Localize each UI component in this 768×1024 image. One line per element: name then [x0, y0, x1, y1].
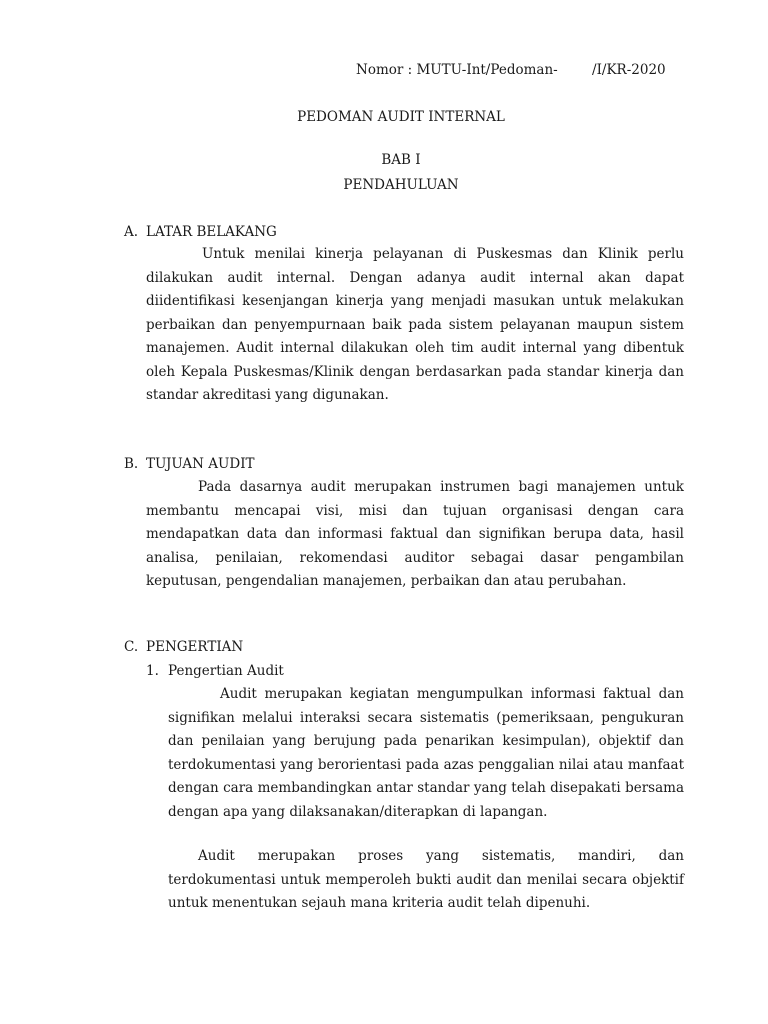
section-b-title: TUJUAN AUDIT	[146, 456, 255, 472]
subsection-1-number: 1.	[146, 663, 159, 679]
subsection-1-paragraph-1: Audit merupakan kegiatan mengumpulkan informasi faktual dan signifikan melalui interaksi secara sistematis (pemeriksaan, pengukuran dan penilaian yang berujung pada penarikan kesimpulan), objektif dan terdokumentasi yang berorientasi pada azas penggalian nilai atau manfaat dengan cara membandingkan antar standar yang telah disepakati bersama dengan apa yang dilaksanakan/diterapkan di lapangan.	[168, 686, 684, 820]
section-b-paragraph: Pada dasarnya audit merupakan instrumen bagi manajemen untuk membantu mencapai visi, misi dan tujuan organisasi dengan cara mendapatkan data dan informasi faktual dan signifikan berupa data, hasil analisa, penilaian, rekomendasi auditor sebagai dasar pengambilan keputusan, pengendalian manajemen, perbaikan dan atau perubahan.	[146, 479, 684, 589]
section-a-letter: A.	[124, 224, 139, 240]
subsection-1-heading	[146, 661, 284, 681]
section-b-letter: B.	[124, 456, 139, 472]
section-c-heading	[124, 637, 243, 657]
subsection-1-title: Pengertian Audit	[168, 663, 284, 679]
section-a-heading	[124, 222, 277, 242]
section-c-title: PENGERTIAN	[146, 639, 244, 655]
chapter-number: BAB I	[381, 152, 421, 168]
section-c-letter: C.	[124, 639, 139, 655]
document-number: Nomor : MUTU-Int/Pedoman- /I/KR-2020	[356, 62, 666, 78]
section-a-paragraph: Untuk menilai kinerja pelayanan di Puskesmas dan Klinik perlu dilakukan audit internal. Dengan adanya audit internal akan dapat diidentifikasi kesenjangan kinerja yang menjadi masukan untuk melakukan perbaikan dan penyempurnaan baik pada sistem pelayanan maupun sistem manajemen. Audit internal dilakukan oleh tim audit internal yang dibentuk oleh Kepala Puskesmas/Klinik dengan berdasarkan pada standar kinerja dan standar akreditasi yang digunakan.	[146, 246, 684, 403]
section-a-title: LATAR BELAKANG	[146, 224, 277, 240]
document-title: PEDOMAN AUDIT INTERNAL	[297, 109, 505, 125]
subsection-1-paragraph-2: Audit merupakan proses yang sistematis, mandiri, dan terdokumentasi untuk memperoleh bukti audit dan menilai secara objektif untuk menentukan sejauh mana kriteria audit telah dipenuhi.	[168, 848, 684, 911]
section-b-heading	[124, 454, 255, 474]
chapter-title: PENDAHULUAN	[343, 177, 459, 193]
